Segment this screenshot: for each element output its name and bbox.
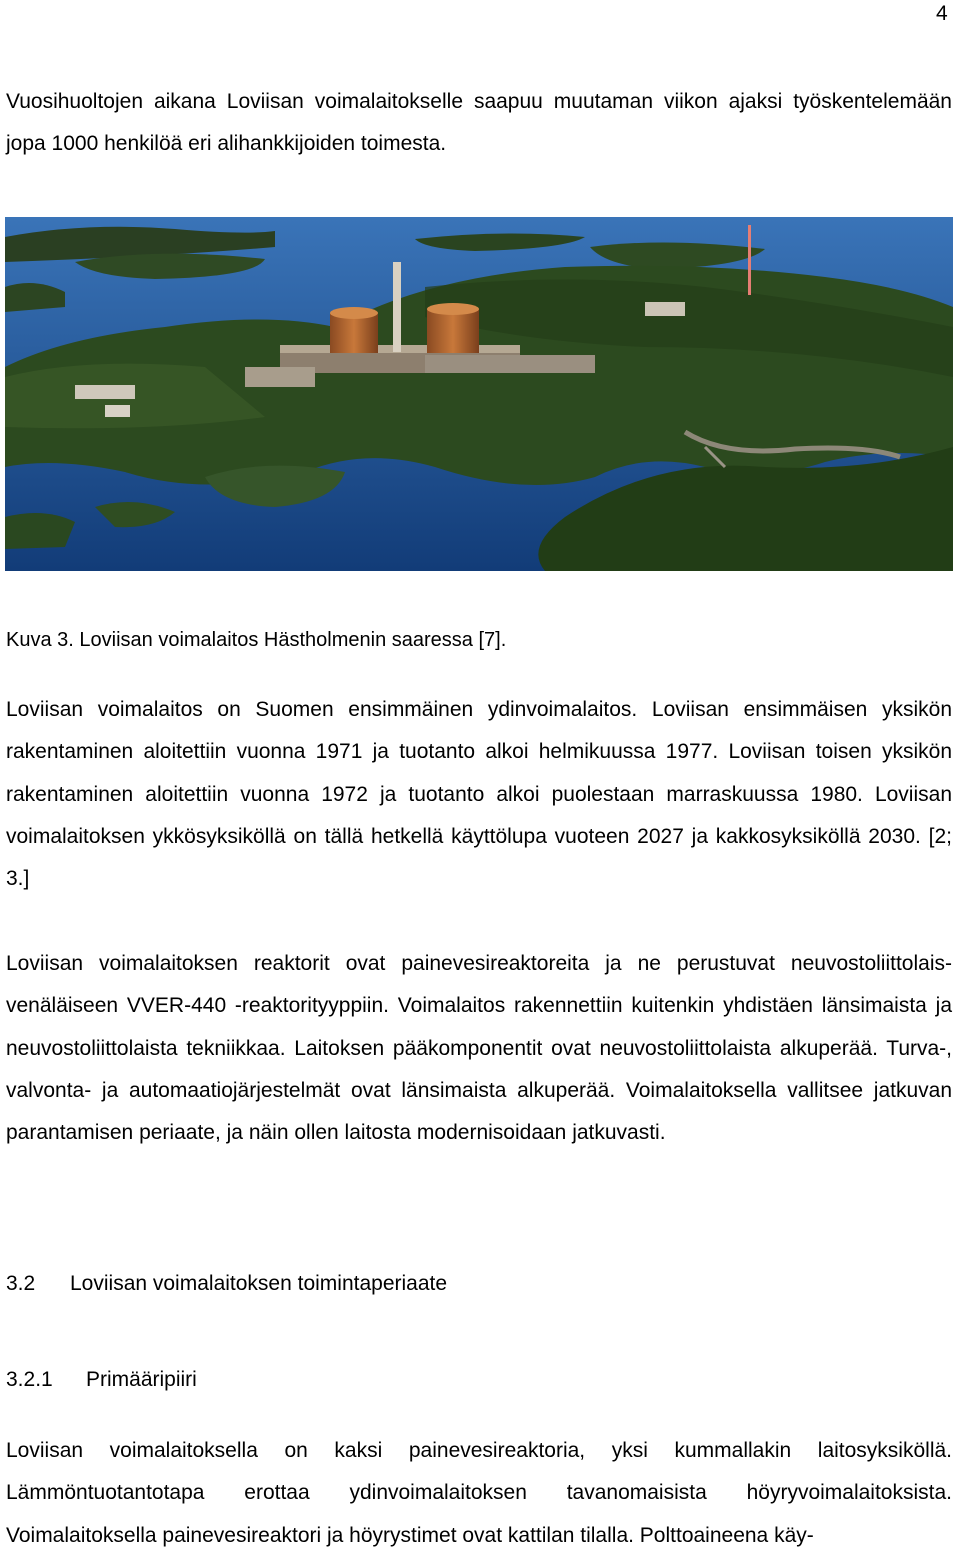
paragraph-reactors: Loviisan voimalaitoksen reaktorit ovat painevesireaktoreita ja ne perustuvat neuvostoliittolais-venäläiseen VVER-440 -reaktorityyppiin. Voimalaitos rakennettiin kuitenkin yhdistäen länsimaista ja neuvostoliittolaista tekniikkaa. Laitoksen pääkomponentit ovat neuvostoliittolaista alkuperää. Turva-, valvonta- ja automaatiojärjestelmät ovat länsimaista alkuperää. Voimalaitoksella vallitsee jatkuvan parantamisen periaate, ja näin ollen laitosta modernisoidaan jatkuvasti.: [6, 952, 952, 1145]
figure-caption: Kuva 3. Loviisan voimalaitos Hästholmenin saaressa [7].: [6, 629, 507, 651]
paragraph-history: Loviisan voimalaitos on Suomen ensimmäinen ydinvoimalaitos. Loviisan ensimmäisen yksikön rakentaminen aloitettiin vuonna 1971 ja tuotanto alkoi helmikuussa 1977. Loviisan toisen yksikön rakentaminen aloitettiin vuonna 1972 ja tuotanto alkoi puolestaan marraskuussa 1980. Loviisan voimalaitoksen ykkösyksiköllä on tällä hetkellä käyttölupa vuoteen 2027 ja kakkosyksiköllä 2030. [2; 3.]: [6, 698, 952, 891]
section-heading-3-2-1: [6, 1368, 197, 1392]
power-plant-aerial-photo: [5, 217, 953, 571]
section-number: 3.2: [6, 1272, 36, 1295]
section-heading-3-2: [6, 1272, 447, 1296]
paragraph-primary-circuit: Loviisan voimalaitoksella on kaksi painevesireaktoria, yksi kummallakin laitosyksiköllä. Lämmöntuotantotapa erottaa ydinvoimalaitoksen tavanomaisista höyryvoimalaitoksista. Voimalaitoksella painevesireaktori ja höyrystimet ovat kattilan tilalla. Polttoaineena käy-: [6, 1439, 952, 1547]
subsection-title: Primääripiiri: [86, 1368, 197, 1391]
section-title: Loviisan voimalaitoksen toimintaperiaate: [70, 1272, 448, 1295]
page-number: 4: [936, 2, 948, 25]
subsection-number: 3.2.1: [6, 1368, 53, 1391]
paragraph-maintenance: Vuosihuoltojen aikana Loviisan voimalaitokselle saapuu muutaman viikon ajaksi työskentelemään jopa 1000 henkilöä eri alihankkijoiden toimesta.: [6, 90, 952, 156]
